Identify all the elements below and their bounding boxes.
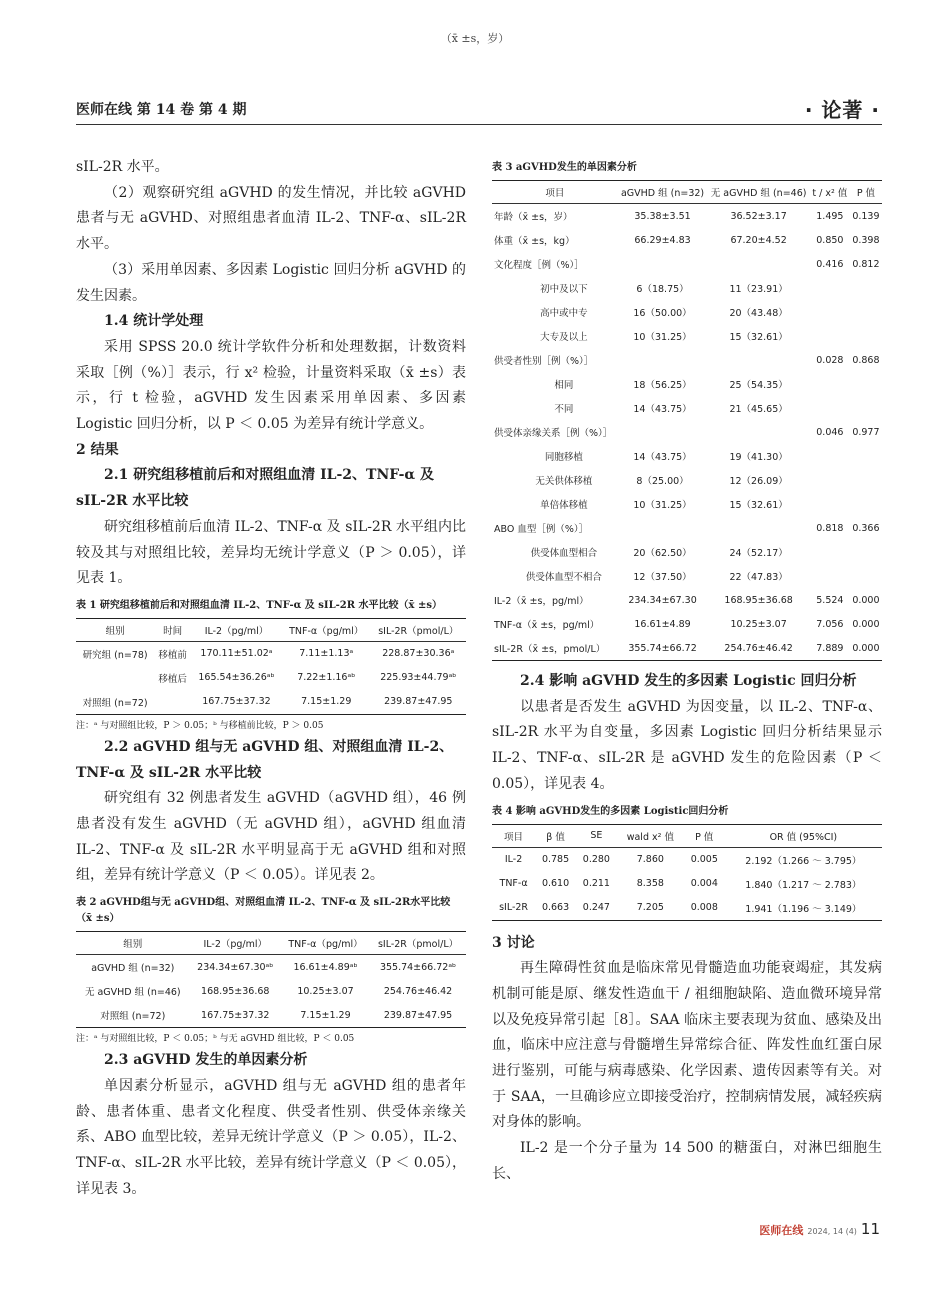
- table-header: IL-2（pg/ml）: [191, 618, 282, 641]
- table-row: [492, 276, 882, 300]
- table-cell: 16（50.00）: [633, 308, 692, 319]
- table-row: [76, 690, 466, 715]
- table-row: [492, 252, 882, 276]
- table-cell: 1.495: [816, 210, 844, 222]
- table-header: sIL-2R（pmol/L）: [371, 618, 466, 641]
- table-header: SE: [576, 824, 617, 847]
- table-cell: 0.280: [582, 854, 610, 866]
- table-cell: [707, 252, 810, 276]
- table-cell: 7.15±1.29: [282, 690, 371, 715]
- table-cell: [850, 300, 882, 324]
- table-header: sIL-2R（pmol/L）: [370, 932, 466, 955]
- table-row: [492, 847, 882, 872]
- table-cell: 0.247: [576, 896, 617, 921]
- table-cell: 15（32.61）: [729, 332, 788, 343]
- table-cell: [850, 276, 882, 300]
- table-cell: 167.75±37.32: [191, 690, 282, 715]
- page-number: 11: [860, 1220, 880, 1238]
- subsection-heading: 2.2 aGVHD 组与无 aGVHD 组、对照组血清 IL-2、TNF-α 及 sIL-2R 水平比较: [76, 738, 454, 781]
- table-cell: 研究组 (n=78): [82, 649, 148, 661]
- table-cell: 11（23.91）: [729, 284, 788, 295]
- table-cell: 供受者性别［例（%）］: [494, 356, 594, 367]
- table-cell: 对照组 (n=72): [76, 1003, 190, 1028]
- table-cell: 25（54.35）: [729, 380, 788, 391]
- table-cell: 8（25.00）: [636, 476, 689, 487]
- table-cell: [810, 372, 850, 396]
- table-cell: 0.004: [690, 878, 718, 890]
- table-cell: [850, 468, 882, 492]
- table-row: [492, 516, 882, 540]
- table-cell: 5.524: [816, 594, 844, 606]
- header-rule: [76, 124, 882, 125]
- table-cell: [850, 324, 882, 348]
- table-row: [76, 979, 466, 1003]
- section-heading: 3 讨论: [492, 934, 535, 951]
- table-row: [492, 348, 882, 372]
- table-cell: 20（62.50）: [633, 548, 692, 559]
- left-column: [76, 155, 466, 1202]
- table-cell: 0.850: [816, 234, 844, 246]
- running-note: （x̄ ±s，岁）: [440, 32, 510, 45]
- table-2: [76, 931, 466, 1028]
- table-cell: [707, 516, 810, 540]
- table-cell: 文化程度［例（%）］: [494, 260, 584, 271]
- table-cell: [76, 666, 154, 690]
- table-header: 无 aGVHD 组 (n=46): [707, 181, 810, 204]
- table-cell: ABO 血型［例（%）］: [494, 524, 589, 535]
- journal-logo: 医师在线: [759, 1224, 804, 1237]
- right-column: [492, 160, 882, 1188]
- table-cell: 14（43.75）: [633, 404, 692, 415]
- table-row: [76, 1003, 466, 1028]
- table-caption: 表 4 影响 aGVHD发生的多因素 Logistic回归分析: [492, 805, 729, 817]
- table-row: [492, 372, 882, 396]
- table-cell: 7.860: [636, 854, 664, 866]
- table-row: [492, 564, 882, 588]
- table-cell: 高中或中专: [540, 308, 588, 319]
- table-cell: 22（47.83）: [729, 572, 788, 583]
- paragraph: 单因素分析显示，aGVHD 组与无 aGVHD 组的患者年龄、患者体重、患者文化程度、供受者性别、供受体亲缘关系、ABO 血型比较，差异无统计学意义（P ＞ 0.05），IL-2、TNF-α、sIL-2R 水平比较，差异有统计学意义（P ＜ 0.05），详见表 3。: [76, 1077, 466, 1197]
- table-cell: 移植后: [158, 673, 187, 685]
- table-cell: 不同: [554, 404, 574, 415]
- table-cell: 14（43.75）: [633, 452, 692, 463]
- table-cell: [810, 492, 850, 516]
- table-cell: 0.610: [541, 878, 570, 890]
- table-cell: 7.056: [816, 618, 844, 630]
- table-row: [76, 641, 466, 666]
- table-cell: TNF-α（x̄ ±s，pg/ml）: [494, 620, 600, 631]
- table-cell: 0.211: [582, 878, 610, 890]
- table-cell: 36.52±3.17: [730, 210, 787, 222]
- table-cell: 0.000: [852, 594, 880, 606]
- table-cell: 21（45.65）: [729, 404, 788, 415]
- table-row: [492, 612, 882, 636]
- paragraph: 再生障碍性贫血是临床常见骨髓造血功能衰竭症，其发病机制可能是原、继发性造血干 / 祖细胞缺陷、造血微环境异常以及免疫异常引起［8］。SAA 临床主要表现为贫血、感染及出血，临床中应注意与骨髓增生异常综合征、阵发性血红蛋白尿进行鉴别，可能与病毒感染、化学因素、遗传因素等有关。对于 SAA，一旦确诊应立即接受治疗，控制病情发展，减轻疾病对身体的影响。: [492, 960, 882, 1131]
- table-cell: 对照组 (n=72): [76, 690, 154, 715]
- table-header: 项目: [492, 824, 535, 847]
- table-cell: [850, 492, 882, 516]
- table-cell: 16.61±4.89: [634, 618, 691, 630]
- table-cell: 0.008: [684, 896, 725, 921]
- table-header: 组别: [76, 932, 190, 955]
- table-caption: 表 2 aGVHD组与无 aGVHD组、对照组血清 IL-2、TNF-α 及 sIL-2R水平比较（x̄ ±s）: [76, 897, 451, 925]
- table-row: [492, 420, 882, 444]
- table-cell: 66.29±4.83: [634, 234, 691, 246]
- subsection-heading: 2.1 研究组移植前后和对照组血清 IL-2、TNF-α 及 sIL-2R 水平比较: [76, 467, 435, 510]
- table-cell: sIL-2R（x̄ ±s，pmol/L）: [492, 636, 618, 661]
- table-cell: 2.192（1.266 ～ 3.795）: [745, 855, 862, 867]
- paragraph: 以患者是否发生 aGVHD 为因变量，以 IL-2、TNF-α、sIL-2R 水平为自变量，多因素 Logistic 回归分析结果显示 IL-2、TNF-α、sIL-2R 是 aGVHD 发生的危险因素（P ＜ 0.05），详见表 4。: [492, 698, 882, 792]
- table-cell: [618, 252, 708, 276]
- table-cell: 初中及以下: [540, 284, 588, 295]
- paragraph: sIL-2R 水平。: [76, 159, 169, 175]
- table-cell: [707, 420, 810, 444]
- table-1: [76, 618, 466, 715]
- table-cell: aGVHD 组 (n=32): [91, 963, 175, 975]
- table-header: 组别: [76, 618, 154, 641]
- table-cell: 10（31.25）: [633, 332, 692, 343]
- table-header: P 值: [684, 824, 725, 847]
- table-row: [492, 468, 882, 492]
- table-cell: 1.840（1.217 ～ 2.783）: [745, 879, 862, 891]
- table-cell: 170.11±51.02ᵃ: [200, 648, 273, 660]
- table-cell: 供受体血型不相合: [525, 572, 602, 583]
- table-cell: 移植前: [158, 649, 187, 661]
- issue-info: 2024, 14 (4): [807, 1227, 857, 1236]
- table-cell: IL-2: [504, 854, 523, 866]
- table-cell: 355.74±66.72ᵃᵇ: [379, 961, 457, 973]
- table-row: [492, 228, 882, 252]
- table-cell: 相同: [554, 380, 574, 391]
- table-cell: 0.977: [852, 426, 880, 438]
- table-cell: 165.54±36.26ᵃᵇ: [198, 672, 275, 684]
- table-cell: [810, 276, 850, 300]
- table-cell: [850, 564, 882, 588]
- table-cell: [618, 420, 708, 444]
- table-cell: [154, 690, 191, 715]
- table-cell: 0.046: [816, 426, 844, 438]
- paragraph: IL-2 是一个分子量为 14 500 的糖蛋白，对淋巴细胞生长、: [492, 1140, 882, 1182]
- paragraph: （3）采用单因素、多因素 Logistic 回归分析 aGVHD 的发生因素。: [76, 261, 466, 304]
- table-cell: 7.15±1.29: [281, 1003, 370, 1028]
- table-cell: 254.76±46.42: [707, 636, 810, 661]
- table-header: TNF-α（pg/ml）: [282, 618, 371, 641]
- table-cell: 0.416: [816, 258, 844, 270]
- table-cell: 单倍体移植: [540, 500, 588, 511]
- table-cell: 167.75±37.32: [190, 1003, 281, 1028]
- table-cell: 20（43.48）: [729, 308, 788, 319]
- table-header: aGVHD 组 (n=32): [618, 181, 708, 204]
- table-cell: 供受体亲缘关系［例（%）］: [494, 428, 613, 439]
- table-cell: 234.34±67.30ᵃᵇ: [197, 961, 274, 973]
- table-row: [492, 896, 882, 921]
- table-cell: 0.000: [850, 636, 882, 661]
- table-header: TNF-α（pg/ml）: [281, 932, 370, 955]
- paragraph: （2）观察研究组 aGVHD 的发生情况，并比较 aGVHD 患者与无 aGVHD、对照组患者血清 IL-2、TNF-α、sIL-2R 水平。: [76, 184, 466, 253]
- table-cell: 10.25±3.07: [297, 985, 354, 997]
- table-row: [76, 666, 466, 690]
- table-cell: [850, 372, 882, 396]
- table-cell: 0.868: [852, 354, 880, 366]
- table-header: t / x² 值: [810, 181, 850, 204]
- table-cell: [810, 300, 850, 324]
- table-cell: [618, 348, 708, 372]
- table-note: 注：ᵃ 与对照组比较，P ＞ 0.05；ᵇ 与移植前比较，P ＞ 0.05: [76, 720, 324, 731]
- table-caption: 表 3 aGVHD发生的单因素分析: [492, 162, 637, 173]
- table-cell: 0.818: [816, 522, 844, 534]
- table-cell: [810, 444, 850, 468]
- table-row: [492, 204, 882, 229]
- table-cell: 0.000: [852, 618, 880, 630]
- table-note: 注：ᵃ 与对照组比较，P ＜ 0.05；ᵇ 与无 aGVHD 组比较，P ＜ 0.05: [76, 1034, 355, 1045]
- table-row: [492, 540, 882, 564]
- table-cell: 35.38±3.51: [634, 210, 691, 222]
- table-cell: 0.005: [690, 854, 718, 866]
- section-heading: 2 结果: [76, 441, 119, 458]
- table-row: [492, 872, 882, 896]
- subsection-heading: 2.4 影响 aGVHD 发生的多因素 Logistic 回归分析: [520, 673, 857, 689]
- table-cell: 大专及以上: [540, 332, 588, 343]
- table-row: [492, 636, 882, 661]
- table-cell: 67.20±4.52: [730, 234, 787, 246]
- table-cell: 239.87±47.95: [370, 1003, 466, 1028]
- table-cell: TNF-α: [499, 878, 528, 890]
- section-tag: · 论著 ·: [804, 98, 880, 122]
- table-cell: 7.11±1.13ᵃ: [299, 648, 354, 660]
- table-cell: [850, 396, 882, 420]
- table-header: wald x² 值: [617, 824, 684, 847]
- table-cell: [810, 396, 850, 420]
- table-cell: 7.22±1.16ᵃᵇ: [297, 672, 356, 684]
- table-cell: 19（41.30）: [729, 452, 788, 463]
- table-cell: [810, 324, 850, 348]
- table-cell: 0.663: [535, 896, 576, 921]
- table-cell: 0.366: [852, 522, 880, 534]
- journal-name: 医师在线 第 14 卷 第 4 期: [76, 102, 247, 118]
- table-cell: 12（37.50）: [633, 572, 692, 583]
- table-cell: 355.74±66.72: [618, 636, 708, 661]
- table-cell: 10.25±3.07: [730, 618, 787, 630]
- subsection-heading: 1.4 统计学处理: [104, 313, 204, 330]
- table-header: IL-2（pg/ml）: [190, 932, 281, 955]
- subsection-heading: 2.3 aGVHD 发生的单因素分析: [104, 1052, 308, 1069]
- table-cell: 168.95±36.68: [724, 594, 793, 606]
- table-cell: 无关供体移植: [535, 476, 593, 487]
- table-cell: [810, 540, 850, 564]
- table-cell: [618, 516, 708, 540]
- table-header: 项目: [492, 181, 618, 204]
- table-cell: 12（26.09）: [729, 476, 788, 487]
- table-cell: 1.941（1.196 ～ 3.149）: [725, 896, 882, 921]
- table-cell: 234.34±67.30: [628, 594, 697, 606]
- table-caption: 表 1 研究组移植前后和对照组血清 IL-2、TNF-α 及 sIL-2R 水平比较（x̄ ±s）: [76, 599, 442, 611]
- table-cell: 0.028: [816, 354, 844, 366]
- table-cell: 无 aGVHD 组 (n=46): [84, 987, 181, 999]
- table-cell: sIL-2R: [492, 896, 535, 921]
- page-footer: [759, 1220, 880, 1238]
- table-cell: 10（31.25）: [633, 500, 692, 511]
- paragraph: 研究组有 32 例患者发生 aGVHD（aGVHD 组），46 例患者没有发生 aGVHD（无 aGVHD 组），aGVHD 组血清 IL-2、TNF-α 及 sIL-2R 水平明显高于无 aGVHD 组和对照组，差异有统计学意义（P ＜ 0.05）。详见表 2。: [76, 790, 466, 884]
- table-cell: IL-2（x̄ ±s，pg/ml）: [494, 596, 589, 607]
- table-cell: 254.76±46.42: [383, 985, 453, 997]
- table-4: [492, 824, 882, 921]
- table-cell: 供受体血型相合: [530, 548, 598, 559]
- table-cell: [810, 564, 850, 588]
- table-row: [492, 492, 882, 516]
- paragraph: 研究组移植前后血清 IL-2、TNF-α 及 sIL-2R 水平组内比较及其与对照组比较，差异均无统计学意义（P ＞ 0.05），详见表 1。: [76, 518, 466, 587]
- table-row: [492, 396, 882, 420]
- table-cell: 225.93±44.79ᵃᵇ: [380, 672, 457, 684]
- table-cell: 16.61±4.89ᵃᵇ: [293, 961, 358, 973]
- table-cell: 0.785: [541, 854, 570, 866]
- table-cell: 同胞移植: [544, 452, 583, 463]
- table-row: [492, 588, 882, 612]
- table-row: [492, 324, 882, 348]
- table-cell: 24（52.17）: [729, 548, 788, 559]
- table-cell: 18（56.25）: [633, 380, 692, 391]
- table-cell: 168.95±36.68: [201, 985, 270, 997]
- table-header: β 值: [535, 824, 576, 847]
- table-header: 时间: [154, 618, 191, 641]
- table-header: OR 值 (95%CI): [725, 824, 882, 847]
- table-cell: [810, 468, 850, 492]
- table-row: [492, 444, 882, 468]
- table-cell: [707, 348, 810, 372]
- table-cell: 15（32.61）: [729, 500, 788, 511]
- table-cell: 0.398: [852, 234, 880, 246]
- table-cell: 0.812: [852, 258, 880, 270]
- table-cell: 7.889: [810, 636, 850, 661]
- table-cell: 6（18.75）: [636, 284, 689, 295]
- table-cell: 体重（x̄ ±s，kg）: [494, 236, 575, 247]
- paragraph: 采用 SPSS 20.0 统计学软件分析和处理数据，计数资料采取［例（%）］表示，行 x² 检验，计量资料采取（x̄ ±s）表示，行 t 检验，aGVHD 发生因素采用单因素、多因素 Logistic 回归分析，以 P ＜ 0.05 为差异有统计学意义。: [76, 338, 466, 433]
- table-cell: 8.358: [636, 878, 664, 890]
- table-cell: 7.205: [617, 896, 684, 921]
- table-cell: 0.139: [852, 210, 880, 222]
- table-cell: [850, 444, 882, 468]
- table-cell: [850, 540, 882, 564]
- table-cell: 239.87±47.95: [371, 690, 466, 715]
- table-header: P 值: [850, 181, 882, 204]
- table-row: [492, 300, 882, 324]
- table-cell: 年龄（x̄ ±s，岁）: [494, 212, 573, 223]
- table-cell: 228.87±30.36ᵃ: [382, 648, 455, 660]
- table-row: [76, 955, 466, 980]
- table-3: [492, 180, 882, 661]
